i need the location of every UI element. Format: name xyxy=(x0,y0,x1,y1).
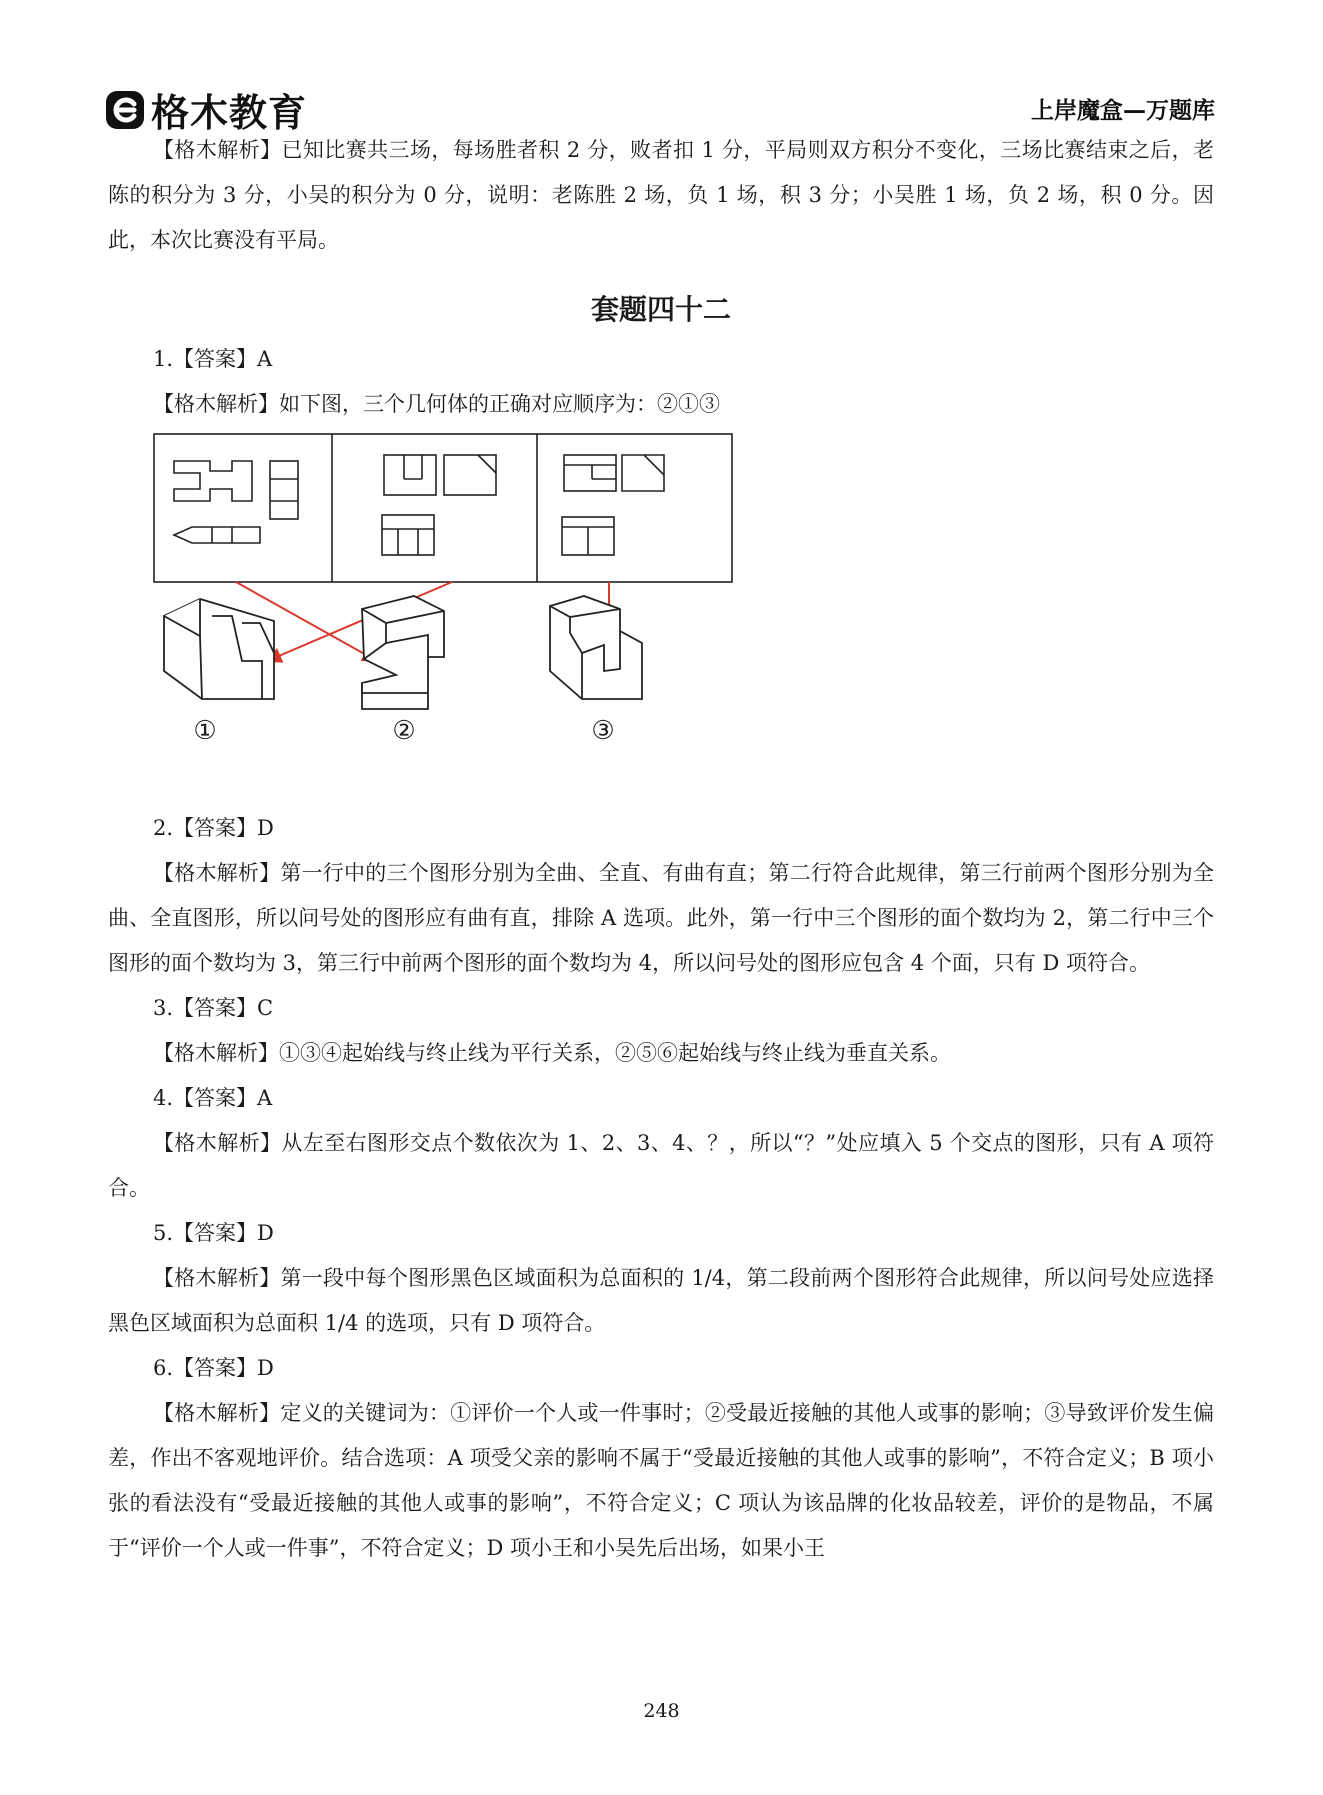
logo-text: 格木教育 xyxy=(151,91,308,135)
q6-analysis: 【格木解析】定义的关键词为：①评价一个人或一件事时；②受最近接触的其他人或事的影响；③导致评价发生偏差，作出不客观地评价。结合选项：A 项受父亲的影响不属于“受最近接触的其他人或事的影响”，不符合定义；B 项小张的看法没有“受最近接触的其他人或事的影响”，不符合定义；C 项认为该品牌的化妆品较差，评价的是物品，不属于“评价一个人或一件事”，不符合定义；D 项小王和小吴先后出场，如果小王 xyxy=(108,1401,1214,1560)
logo-icon xyxy=(105,90,145,130)
q1-analysis: 【格木解析】如下图，三个几何体的正确对应顺序为：②①③ xyxy=(153,392,720,416)
page-content xyxy=(108,128,1214,1571)
q3-analysis: 【格木解析】①③④起始线与终止线为平行关系，②⑤⑥起始线与终止线为垂直关系。 xyxy=(153,1041,951,1065)
intro-paragraph: 【格木解析】已知比赛共三场，每场胜者积 2 分，败者扣 1 分，平局则双方积分不变化，三场比赛结束之后，老陈的积分为 3 分，小吴的积分为 0 分，说明：老陈胜 2 场，负 1 场，积 3 分；小吴胜 1 场，负 2 场，积 0 分。因此，本次比赛没有平局。 xyxy=(108,138,1214,252)
q1-figure xyxy=(108,431,1214,804)
three-view-diagram xyxy=(152,431,742,804)
q1-answer: 1.【答案】A xyxy=(153,347,273,371)
q2-analysis: 【格木解析】第一行中的三个图形分别为全曲、全直、有曲有直；第二行符合此规律，第三行前两个图形分别为全曲、全直图形，所以问号处的图形应有曲有直，排除 A 选项。此外，第一行中三个图形的面个数均为 2，第二行中三个图形的面个数均为 3，第三行中前两个图形的面个数均为 4，所以问号处的图形应包含 4 个面，只有 D 项符合。 xyxy=(108,861,1214,975)
q4-analysis: 【格木解析】从左至右图形交点个数依次为 1、2、3、4、？，所以“？”处应填入 5 个交点的图形，只有 A 项符合。 xyxy=(108,1131,1214,1200)
solid-1 xyxy=(164,599,274,699)
section-title: 套题四十二 xyxy=(590,293,731,326)
solid-label-3: ③ xyxy=(591,716,615,746)
header-right-text: 上岸魔盒—万题库 xyxy=(1031,98,1215,124)
solid-label-1: ① xyxy=(193,716,217,746)
q6-answer: 6.【答案】D xyxy=(153,1356,274,1380)
q5-answer: 5.【答案】D xyxy=(153,1221,274,1245)
q4-answer: 4.【答案】A xyxy=(153,1086,273,1110)
three-views-panel xyxy=(154,434,732,582)
q5-analysis: 【格木解析】第一段中每个图形黑色区域面积为总面积的 1/4，第二段前两个图形符合此规律，所以问号处应选择黑色区域面积为总面积 1/4 的选项，只有 D 项符合。 xyxy=(108,1266,1214,1335)
solid-label-2: ② xyxy=(392,716,416,746)
solid-2 xyxy=(362,596,444,709)
solid-3 xyxy=(550,596,642,699)
page-number: 248 xyxy=(643,1700,680,1722)
q3-answer: 3.【答案】C xyxy=(153,996,274,1020)
q2-answer: 2.【答案】D xyxy=(153,816,274,840)
